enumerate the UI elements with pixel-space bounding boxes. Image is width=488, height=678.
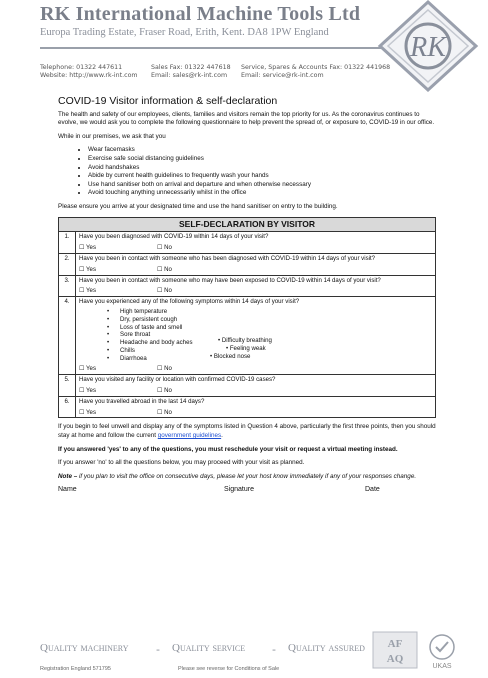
symptom-item: Sore throat [120,331,151,339]
arrival-note: Please ensure you arrive at your designated time and use the hand sanitiser on entry to the building. [58,202,338,210]
rules-list [58,146,436,198]
logo-text: RK [410,32,446,63]
question-text: Have you travelled abroad in the last 14 days? [79,397,205,405]
declaration-table [58,217,436,419]
yes-checkbox[interactable]: ☐ Yes [79,244,96,252]
rule-item: • Wear facemasks [88,146,436,155]
question-number: 3. [59,275,76,297]
symptom-item: Loss of taste and smell [120,323,183,331]
separator: - [272,643,276,656]
page-title: COVID-19 Visitor information & self-declaration [58,95,278,107]
afaq-logo [372,631,418,669]
separator: - [156,643,160,656]
question-row [59,275,436,297]
premises-intro: While in our premises, we ask that you [58,132,166,140]
footer [0,625,488,678]
sales-fax: Sales Fax: 01322 447618 [151,64,231,71]
no-checkbox[interactable]: ☐ No [157,408,172,416]
sales-email: Email: sales@rk-int.com [151,72,228,79]
question-row [59,232,436,254]
main-content [58,97,436,498]
symptom-item: Diarrhoea [120,354,147,362]
rk-logo [376,0,480,92]
registration: Registration England 571795 [40,666,111,672]
quality-service: Quality service [172,642,246,654]
yes-answer-note: If you answered 'yes' to any of the questions, you must reschedule your visit or request a virtual meeting instead. [58,445,398,453]
header-rule [40,47,390,49]
government-guidelines-link[interactable]: government guidelines [157,432,222,440]
svg-text:AQ: AQ [386,653,404,665]
unwell-note: If you begin to feel unwell and display any of the symptoms listed in Question 4 above, particularly the first three points, then you should stay at home and follow the current government guidelines. [58,423,436,440]
question-text: Have you been in contact with someone who may have been exposed to COVID-19 within 14 days of your visit? [79,276,381,284]
quality-machinery: Quality machinery [40,642,129,654]
service-email: Email: service@rk-int.com [241,72,324,79]
svg-text:UKAS: UKAS [432,663,452,670]
question-row [59,253,436,275]
symptom-item: High temperature [120,307,168,315]
symptom-list: • High temperature • Dry, persistent cough • Loss of taste and smell • Sore throat • Headache and body aches • Chills • Diarrhoea [107,307,193,362]
yes-checkbox[interactable]: ☐ Yes [79,365,96,373]
website: Website: http://www.rk-int.com [40,72,138,79]
no-checkbox[interactable]: ☐ No [157,287,172,295]
no-answer-note: If you answer 'no' to all the questions below, you may proceed with your visit as planned. [58,459,305,467]
no-checkbox[interactable]: ☐ No [157,265,172,273]
company-name: RK International Machine Tools Ltd [40,3,361,25]
quality-assured: Quality assured [288,642,365,654]
date-field[interactable]: Date [365,486,380,494]
symptom-item: Difficulty breathing [221,337,272,345]
question-number: 5. [59,375,76,397]
question-number: 4. [59,297,76,375]
reverse-note: Please see reverse for Conditions of Sale [178,666,280,672]
symptom-item: Headache and body aches [120,339,193,347]
question-row: 4. Have you experienced any of the following symptoms within 14 days of your visit? • High temperature • Dry, persistent cough • Loss of taste and smell • Sore throat • Headache and body aches • Chills • Diarrhoea • Difficulty breathing • Feeling weak • Blocked nose ☐ Yes ☐ No [59,297,436,375]
intro-paragraph: The health and safety of our employees, clients, families and visitors remain the top priority for us. As the coronavirus continues to evolve, we would ask you to complete the following questionnaire to help prevent the spread of, or exposure to, COVID-19 in our office. [58,110,435,127]
question-text: Have you been in contact with someone who has been diagnosed with COVID-19 within 14 days of your visit? [79,254,376,262]
no-checkbox[interactable]: ☐ No [157,244,172,252]
table-heading: SELF-DECLARATION BY VISITOR [59,217,436,232]
question-text: Have you experienced any of the following symptoms within 14 days of your visit? [79,298,300,306]
rule-item: • Avoid touching anything unnecessarily whilst in the office [88,189,436,198]
service-fax: Service, Spares & Accounts Fax: 01322 441968 [241,64,391,71]
symptom-item: Blocked nose [213,353,251,361]
no-checkbox[interactable]: ☐ No [157,365,172,373]
yes-checkbox[interactable]: ☐ Yes [79,408,96,416]
signature-field[interactable]: Signature [224,486,254,494]
rule-item: • Exercise safe social distancing guidelines [88,155,436,164]
no-checkbox[interactable]: ☐ No [157,387,172,395]
name-field[interactable]: Name [58,486,77,494]
question-number: 6. [59,396,76,418]
svg-text:AF: AF [387,638,403,650]
consecutive-days-note: Note – if you plan to visit the office on consecutive days, please let your host know immediately if any of your responses change. [58,472,417,480]
question-text: Have you been diagnosed with COVID-19 within 14 days of your visit? [79,233,269,241]
yes-checkbox[interactable]: ☐ Yes [79,265,96,273]
yes-checkbox[interactable]: ☐ Yes [79,387,96,395]
question-number: 1. [59,232,76,254]
rule-item: • Avoid handshakes [88,164,436,173]
signature-row [58,486,436,498]
question-row [59,396,436,418]
symptom-item: Feeling weak [229,345,266,353]
ukas-logo [422,631,462,671]
company-address: Europa Trading Estate, Fraser Road, Erith, Kent. DA8 1PW England [40,27,329,38]
question-row [59,375,436,397]
question-number: 2. [59,253,76,275]
letterhead [0,0,488,100]
symptom-item: Dry, persistent cough [120,315,178,323]
telephone: Telephone: 01322 447611 [40,64,123,71]
rule-item: • Abide by current health guidelines to frequently wash your hands [88,172,436,181]
symptom-item: Chills [120,346,135,354]
question-text: Have you visited any facility or location with confirmed COVID-19 cases? [79,376,276,384]
rule-item: • Use hand sanitiser both on arrival and departure and when otherwise necessary [88,181,436,190]
yes-checkbox[interactable]: ☐ Yes [79,287,96,295]
